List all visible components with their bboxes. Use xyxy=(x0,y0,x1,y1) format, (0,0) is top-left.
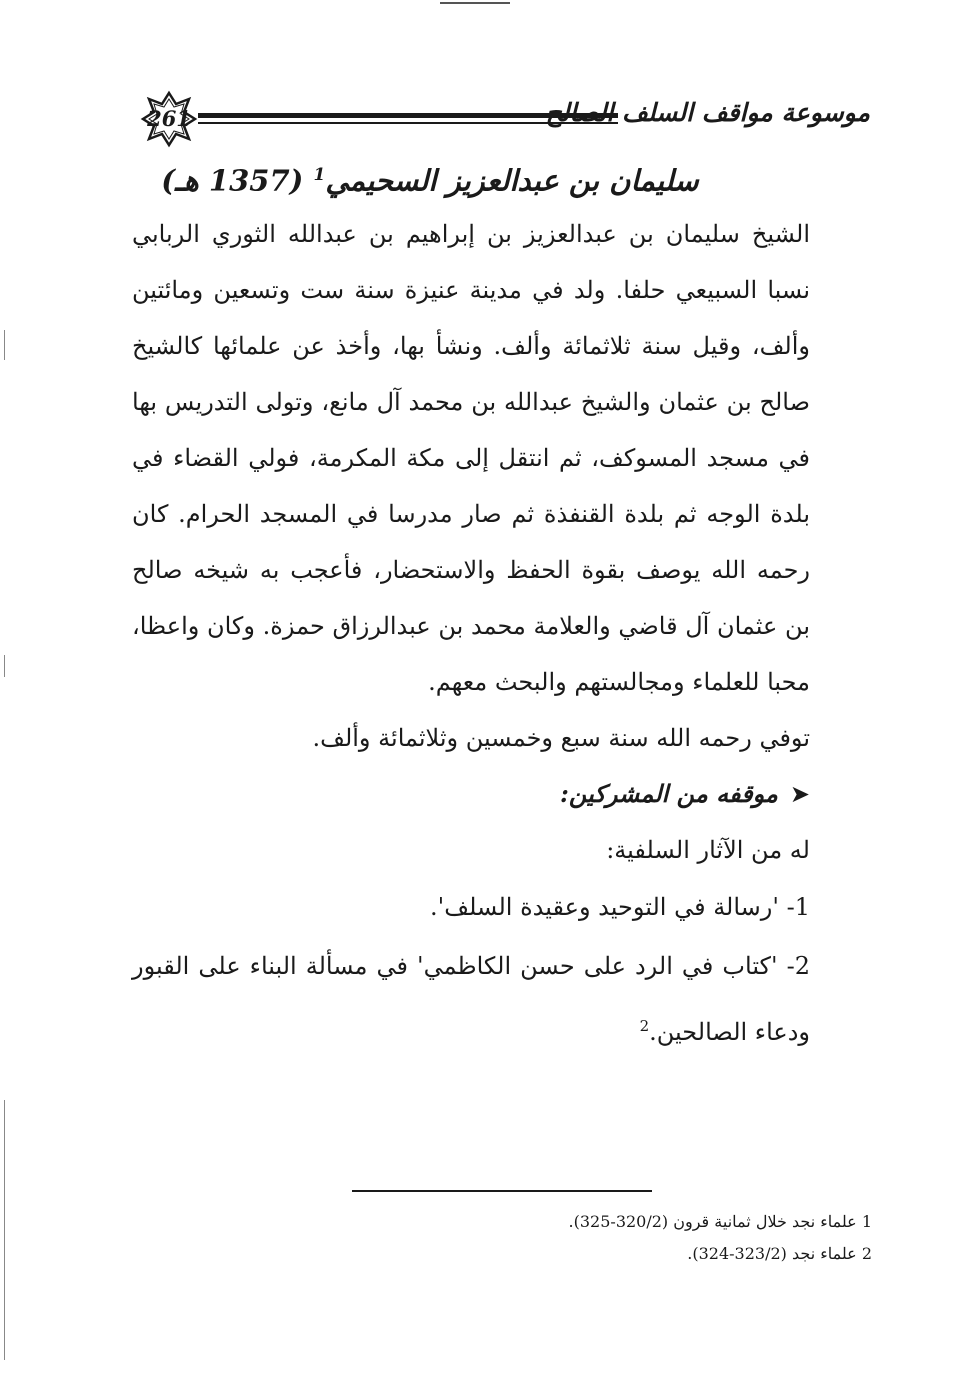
list-item: 1- 'رسالة في التوحيد وعقيدة السلف'. xyxy=(430,893,810,921)
list-item-text: 2- 'كتاب في الرد على حسن الكاظمي' في مسألة البناء على القبور ودعاء الصالحين. xyxy=(132,952,810,1046)
top-edge-rule xyxy=(440,2,510,4)
list-item xyxy=(132,936,872,1056)
death-paragraph: توفي رحمه الله سنة سبع وخمسين وثلاثمائة وألف. xyxy=(312,724,810,752)
footnote-separator xyxy=(352,1190,652,1192)
footnotes xyxy=(352,1206,872,1270)
footnote-ref: 2 xyxy=(639,1017,650,1035)
biography-paragraph: الشيخ سليمان بن عبدالعزيز بن إبراهيم بن عبدالله الثوري الربابي نسبا السبيعي حلفا. ولد في مدينة عنيزة سنة ست وتسعين ومائتين وألف، وقيل سنة ثلاثمائة وألف. ونشأ بها، وأخذ عن علمائها كالشيخ صالح بن عثمان والشيخ عبدالله بن محمد آل مانع، وتولى التدريس بها في مسجد المسوكف، ثم انتقل إلى مكة المكرمة، فولي القضاء في بلدة الوجه ثم بلدة القنفذة ثم صار مدرسا في المسجد الحرام. كان رحمه الله يوصف بقوة الحفظ والاستحضار، فأعجب به شيخه صالح بن عثمان آل قاضي والعلامة محمد بن عبدالرزاق حمزة. وكان واعظا، محبا للعلماء ومجالستهم والبحث معهم. xyxy=(132,220,811,696)
main-text xyxy=(132,206,872,1056)
scan-margin-mark xyxy=(4,1100,5,1360)
page-number: 261 xyxy=(147,106,191,131)
page-number-badge xyxy=(142,92,196,146)
footnote-ref: 1 xyxy=(313,165,326,185)
chapter-name: سليمان بن عبدالعزيز السحيمي xyxy=(325,163,699,198)
page-header xyxy=(128,80,870,152)
works-intro: له من الآثار السلفية: xyxy=(606,836,810,864)
chapter-date: (1357 هـ) xyxy=(161,163,304,198)
footnote: 2 علماء نجد (323/2-324). xyxy=(687,1244,872,1263)
section-heading-text: موقفه من المشركين: xyxy=(560,779,778,808)
footnote: 1 علماء نجد خلال ثمانية قرون (320/2-325). xyxy=(568,1212,872,1231)
section-heading xyxy=(132,766,872,822)
series-title: موسوعة مواقف السلف الصالح xyxy=(545,98,870,127)
chapter-heading xyxy=(150,150,710,200)
scan-margin-mark xyxy=(4,655,5,677)
arrow-bullet-icon: ➤ xyxy=(789,780,810,808)
scan-margin-mark xyxy=(4,330,5,360)
